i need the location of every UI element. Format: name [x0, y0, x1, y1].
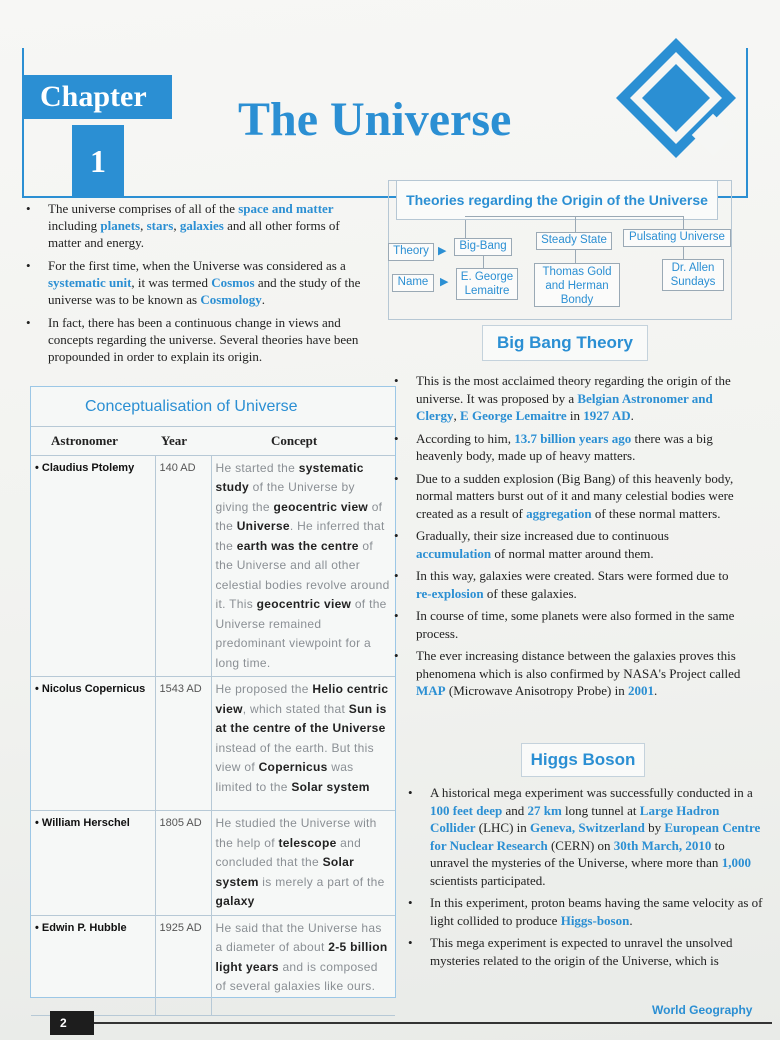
body-text: (Microwave Anisotropy Probe) in [445, 683, 628, 698]
arrow-right-icon: ▶ [440, 276, 449, 288]
body-text: , [453, 408, 461, 423]
name-sundays: Dr. Allen Sundays [662, 259, 724, 291]
body-text: In course of time, some planets were also formed in the same process. [416, 608, 735, 641]
table-row [31, 915, 395, 1015]
highlight-text: Belgian Astronomer and Clergy [416, 390, 713, 423]
body-text: and concluded that the [215, 835, 362, 869]
chapter-label: Chapter [22, 75, 172, 119]
highlight-text: systematic unit [48, 275, 132, 290]
theories-title: Theories regarding the Origin of the Universe [396, 180, 718, 220]
intro-bullet-list [26, 200, 371, 371]
highlight-text: Sun is at the centre of the Universe [215, 701, 387, 735]
concept-cell [211, 677, 395, 811]
theory-pulsating-universe: Pulsating Universe [623, 229, 731, 247]
highlight-text: aggregation [526, 505, 592, 521]
list-item [394, 647, 744, 700]
connector-line [465, 220, 466, 238]
highlight-text: 13.7 billion years ago [514, 430, 632, 446]
big-bang-title: Big Bang Theory [482, 325, 648, 361]
highlight-text: galaxies [179, 218, 224, 233]
body-text: and is composed of several galaxies like ours. [215, 959, 378, 993]
list-item [394, 567, 744, 602]
list-item [408, 784, 764, 889]
year-cell: 1805 AD [155, 811, 211, 916]
page-title: The Universe [238, 93, 512, 146]
body-text: of normal matter around them. [491, 545, 654, 561]
highlight-text: E George Lemaitre [460, 408, 567, 423]
body-text: He said that the Universe has a diameter of about [215, 920, 382, 954]
big-bang-bullet-list [394, 372, 744, 705]
list-item [408, 934, 764, 969]
footer-rule [52, 1022, 772, 1024]
astronomer-name: • Edwin P. Hubble [31, 915, 155, 1015]
highlight-text: accumulation [416, 545, 492, 561]
connector-line [483, 256, 484, 268]
highlight-text: Large Hadron Collider [430, 802, 720, 835]
body-text: , [140, 218, 147, 233]
highlight-text: 2001 [627, 683, 654, 698]
body-text: of the Universe and all other celestial bodies revolve around it. This [215, 538, 390, 611]
body-text: there was a big heavenly body, made up of heavy matters. [416, 430, 713, 463]
intro-bullet [26, 257, 371, 308]
astronomer-name: • Nicolus Copernicus [31, 677, 155, 811]
name-lemaitre: E. George Lemaitre [456, 268, 518, 300]
body-text: (CERN) on [547, 837, 614, 853]
highlight-text: 27 km [527, 802, 562, 818]
highlight-text: 2-5 billion light years [215, 940, 388, 974]
body-text: In this way, galaxies were created. Stars were formed due to [416, 568, 729, 583]
table-row [31, 811, 395, 916]
body-text: According to him, [416, 430, 515, 446]
header-concept: Concept [211, 427, 395, 455]
body-text: For the first time, when the Universe was considered as a [48, 258, 346, 273]
highlight-text: 1,000 [721, 855, 751, 870]
highlight-text: Cosmos [211, 275, 255, 290]
theory-row-label: Theory [388, 243, 434, 261]
body-text: is merely a part of the [258, 874, 385, 889]
header-astronomer: Astronomer [31, 427, 155, 455]
body-text: , it was termed [131, 275, 212, 290]
list-item [408, 894, 764, 929]
highlight-text: geocentric view [273, 499, 369, 514]
table-header-row [31, 427, 395, 455]
higgs-bullet-list [408, 784, 764, 974]
body-text: of the Universe remained predominant viewpoint for a long time. [215, 597, 387, 670]
body-text: by [644, 820, 665, 835]
body-text: of the [215, 499, 383, 533]
highlight-text: 1927 AD [583, 408, 631, 423]
year-cell: 1925 AD [155, 915, 211, 1015]
body-text: Gradually, their size increased due to continuous [416, 528, 669, 543]
body-text: long tunnel at [561, 802, 640, 818]
highlight-text: European Centre for Nuclear Research [430, 820, 761, 853]
body-text: of these galaxies. [483, 585, 577, 601]
body-text: The ever increasing distance between the galaxies proves this phenomena which is also confirmed by NASA's Project called [416, 648, 741, 681]
intro-bullet [26, 200, 371, 251]
highlight-text: earth was the centre [236, 538, 359, 553]
highlight-text: stars [146, 218, 174, 233]
page-number: 2 [50, 1011, 94, 1035]
body-text: and [502, 802, 528, 818]
body-text: . He inferred that the [215, 519, 385, 553]
concept-table-title: Conceptualisation of Universe [31, 387, 395, 427]
highlight-text: galaxy [215, 894, 255, 908]
body-text: In this experiment, proton beams having the same velocity as of light collided to produce [430, 895, 763, 928]
concept-cell [211, 811, 395, 916]
name-row-label: Name [392, 274, 434, 292]
diamond-decoration-icon [612, 34, 740, 162]
connector-line [683, 216, 684, 230]
connector-line [683, 247, 684, 259]
body-text: of the Universe by giving the [215, 480, 355, 514]
body-text: , which stated that [242, 701, 349, 716]
list-item [394, 470, 744, 523]
highlight-text: Copernicus [258, 760, 328, 774]
highlight-text: planets [100, 218, 141, 233]
body-text: of these normal matters. [591, 505, 721, 521]
body-text: and the study of the universe was to be known as [48, 275, 361, 307]
body-text: (LHC) in [475, 820, 531, 835]
body-text: was limited to the [215, 760, 354, 794]
concept-cell [211, 915, 395, 1015]
arrow-right-icon: ▶ [438, 245, 447, 257]
theory-big-bang: Big-Bang [454, 238, 512, 256]
highlight-text: Geneva, Switzerland [530, 820, 645, 835]
highlight-text: Helio centric view [215, 682, 389, 716]
connector-line [465, 216, 683, 217]
body-text: The universe comprises of all of the [48, 201, 239, 216]
table-row [31, 455, 395, 677]
book-title: World Geography [652, 1003, 753, 1017]
body-text: . [261, 292, 265, 307]
body-text: Due to a sudden explosion (Big Bang) of this heavenly body, normal matters burst out of it and many celestial bodies were created as a result of [416, 470, 734, 521]
name-gold-bondy: Thomas Gold and Herman Bondy [534, 263, 620, 307]
connector-line [575, 216, 576, 232]
body-text: in [566, 408, 584, 423]
year-cell: 1543 AD [155, 677, 211, 811]
table-row [31, 677, 395, 811]
highlight-text: re-explosion [416, 585, 484, 601]
highlight-text: Universe [236, 519, 290, 533]
concept-table [31, 427, 395, 1016]
highlight-text: systematic study [215, 460, 364, 494]
body-text: He proposed the [215, 682, 313, 696]
connector-line [575, 250, 576, 264]
highlight-text: Cosmology [200, 292, 262, 307]
body-text: He started the [215, 460, 299, 475]
body-text: to unravel the mysteries of the Universe, where more than [430, 837, 725, 870]
body-text: and all other forms of matter and energy. [48, 218, 340, 250]
list-item [394, 430, 744, 465]
year-cell: 140 AD [155, 455, 211, 677]
highlight-text: 100 feet deep [430, 802, 503, 818]
highlight-text: Higgs-boson [560, 912, 630, 928]
body-text: . [630, 408, 634, 423]
highlight-text: 30th March, 2010 [613, 837, 712, 853]
highlight-text: Solar system [291, 779, 370, 794]
chapter-number: 1 [72, 125, 124, 197]
highlight-text: telescope [278, 835, 337, 850]
body-text: instead of the earth. But this view of [215, 740, 374, 774]
body-text: In fact, there has been a continuous change in views and concepts regarding the universe. Several theories have been propounded in order to explain its origin. [48, 315, 359, 364]
body-text: This mega experiment is expected to unravel the unsolved mysteries related to the origin of the Universe, which is [430, 935, 733, 968]
body-text: . [629, 912, 633, 928]
header-year: Year [155, 427, 211, 455]
highlight-text: space and matter [238, 201, 334, 216]
theory-steady-state: Steady State [536, 232, 612, 250]
list-item [394, 372, 744, 425]
body-text: including [48, 218, 101, 233]
concept-cell [211, 455, 395, 677]
conceptualisation-box [30, 386, 396, 998]
highlight-text: Solar system [215, 855, 355, 889]
list-item [394, 527, 744, 562]
body-text: scientists participated. [430, 872, 546, 888]
highlight-text: MAP [416, 683, 446, 698]
intro-bullet [26, 314, 371, 365]
astronomer-name: • Claudius Ptolemy [31, 455, 155, 677]
body-text: , [173, 218, 180, 233]
body-text: . [653, 683, 658, 698]
higgs-title: Higgs Boson [521, 743, 645, 777]
list-item [394, 607, 744, 642]
highlight-text: geocentric view [256, 597, 352, 611]
astronomer-name: • William Herschel [31, 811, 155, 916]
body-text: This is the most acclaimed theory regarding the origin of the universe. It was proposed by a [416, 373, 731, 406]
body-text: A historical mega experiment was successfully conducted in a [430, 785, 753, 800]
body-text: He studied the Universe with the help of [215, 816, 377, 850]
